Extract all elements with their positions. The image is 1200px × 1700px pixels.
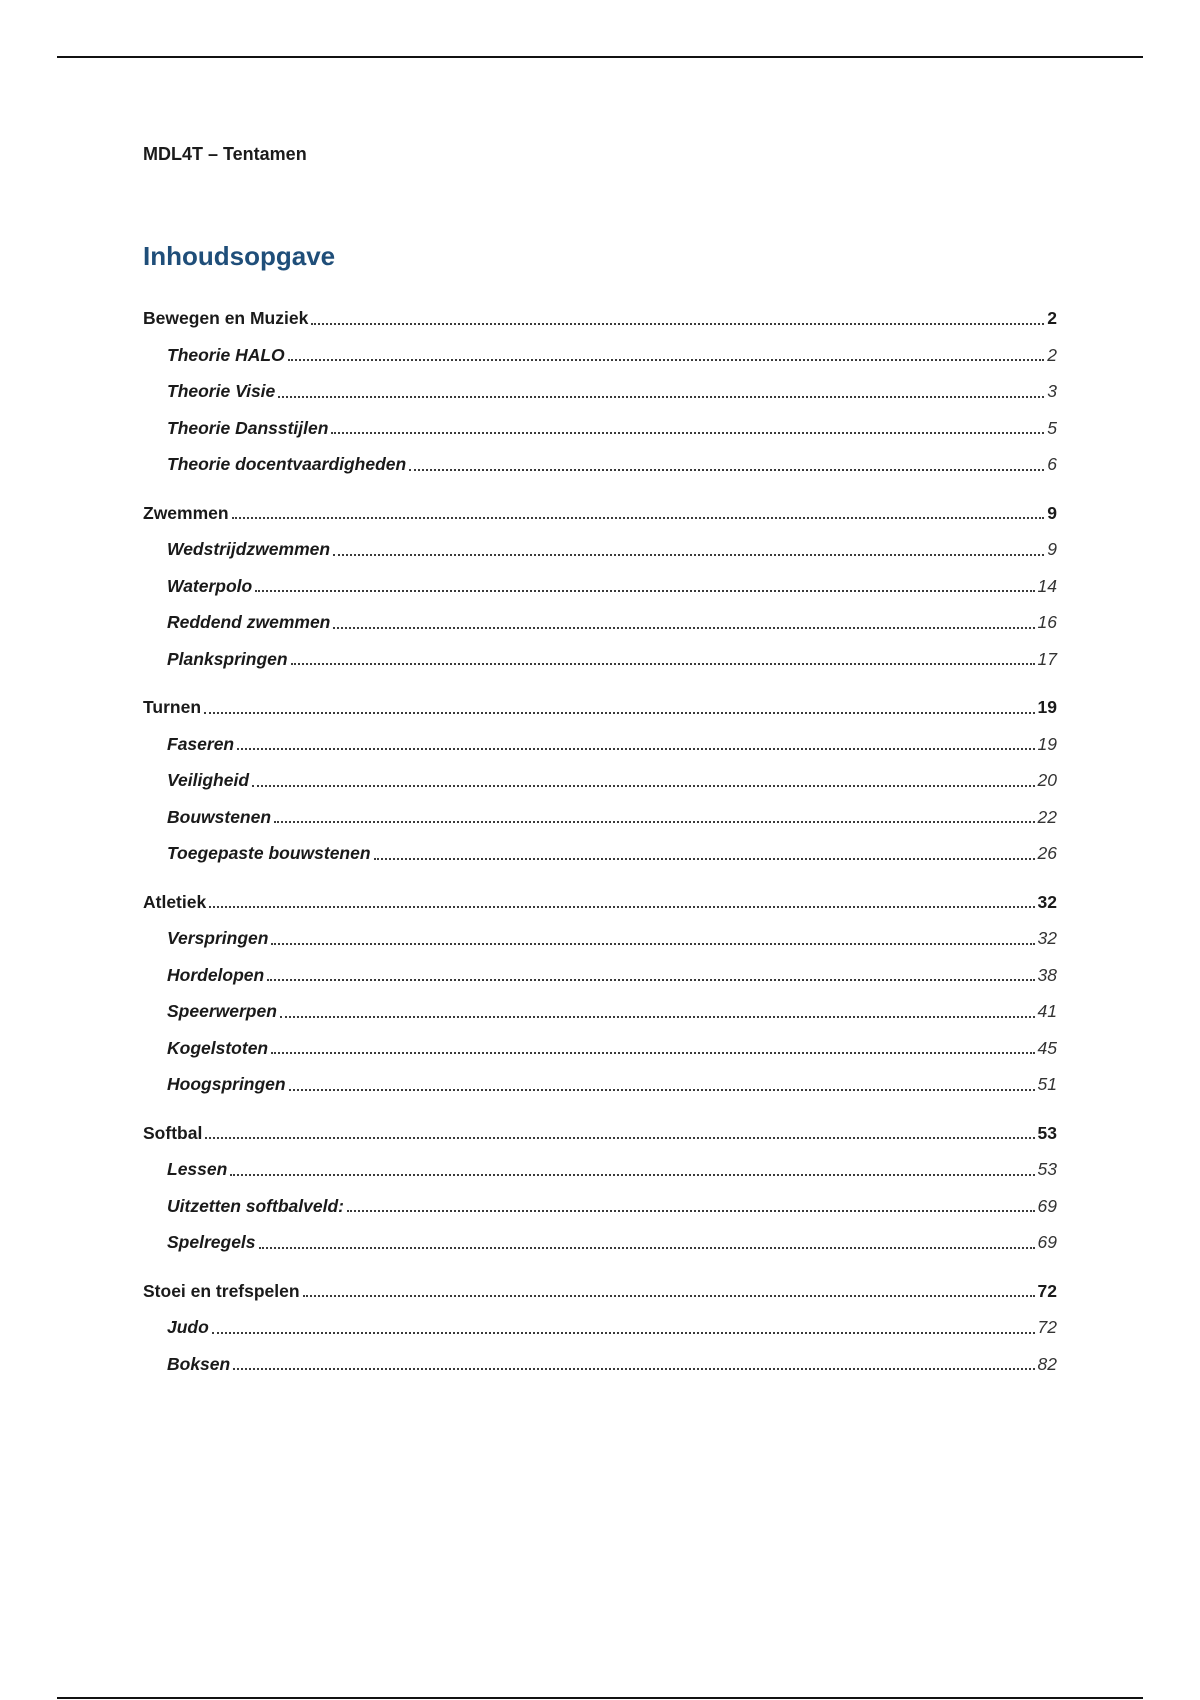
header-rule <box>57 56 1143 58</box>
toc-entry-subsection[interactable] <box>143 337 1057 374</box>
toc-entry-subsection[interactable] <box>143 920 1057 957</box>
toc-page-number: 82 <box>1037 1353 1057 1374</box>
toc-section <box>143 884 1057 1103</box>
toc-dot-leader <box>291 663 1035 665</box>
toc-entry-label: Veiligheid <box>167 770 250 790</box>
toc-entry-subsection[interactable] <box>143 1066 1057 1103</box>
toc-entry-label: Spelregels <box>167 1232 256 1252</box>
toc-entry-label: Kogelstoten <box>167 1037 269 1058</box>
toc-entry-label: Toegepaste bouwstenen <box>167 843 371 863</box>
toc-section <box>143 300 1057 483</box>
toc-entry-label: Judo <box>167 1317 209 1337</box>
toc-page-number: 53 <box>1037 1122 1057 1143</box>
toc-dot-leader <box>331 432 1044 434</box>
toc-entry-subsection[interactable] <box>143 1030 1057 1067</box>
toc-page-number: 2 <box>1047 344 1057 365</box>
toc-dot-leader <box>204 712 1035 714</box>
toc-entry-subsection[interactable] <box>143 799 1057 836</box>
toc-entry-chapter[interactable] <box>143 884 1057 921</box>
toc-dot-leader <box>303 1295 1035 1297</box>
toc-dot-leader <box>278 396 1044 398</box>
toc-section <box>143 1115 1057 1261</box>
toc-entry-label: Turnen <box>143 697 202 717</box>
toc-entry-label: Zwemmen <box>143 502 229 523</box>
toc-dot-leader <box>289 1089 1035 1091</box>
toc-page-number: 19 <box>1037 733 1057 754</box>
footer-rule <box>57 1697 1143 1699</box>
toc-page-number: 14 <box>1037 575 1057 596</box>
toc-entry-label: Theorie Visie <box>167 381 276 401</box>
toc-entry-chapter[interactable] <box>143 689 1057 726</box>
toc-dot-leader <box>232 517 1045 519</box>
toc-dot-leader <box>252 785 1035 787</box>
toc-page-number: 19 <box>1037 697 1057 717</box>
toc-page-number: 45 <box>1037 1037 1057 1058</box>
toc-page-number: 22 <box>1037 806 1057 827</box>
toc-entry-label: Bouwstenen <box>167 806 272 827</box>
toc-entry-label: Stoei en trefspelen <box>143 1280 300 1301</box>
toc-entry-label: Plankspringen <box>167 648 288 669</box>
toc-dot-leader <box>271 943 1034 945</box>
toc-entry-subsection[interactable] <box>143 762 1057 799</box>
toc-entry-subsection[interactable] <box>143 1346 1057 1383</box>
toc-dot-leader <box>409 469 1044 471</box>
toc-section <box>143 495 1057 678</box>
toc-entry-chapter[interactable] <box>143 495 1057 532</box>
toc-dot-leader <box>259 1247 1035 1249</box>
document-title: MDL4T – Tentamen <box>143 144 307 164</box>
toc-entry-label: Lessen <box>167 1159 228 1179</box>
toc-entry-label: Softbal <box>143 1122 203 1143</box>
toc-dot-leader <box>333 554 1044 556</box>
toc-entry-subsection[interactable] <box>143 446 1057 483</box>
toc-dot-leader <box>274 821 1034 823</box>
toc-entry-chapter[interactable] <box>143 1273 1057 1310</box>
toc-entry-label: Hoogspringen <box>167 1074 286 1094</box>
toc-page-number: 3 <box>1047 381 1057 401</box>
toc-section <box>143 689 1057 872</box>
toc-entry-subsection[interactable] <box>143 1151 1057 1188</box>
toc-entry-subsection[interactable] <box>143 641 1057 678</box>
toc-entry-subsection[interactable] <box>143 726 1057 763</box>
toc-page-number: 72 <box>1037 1280 1057 1301</box>
toc-entry-label: Hordelopen <box>167 964 265 985</box>
toc-dot-leader <box>347 1210 1035 1212</box>
toc-entry-chapter[interactable] <box>143 300 1057 337</box>
toc-dot-leader <box>374 858 1035 860</box>
toc-entry-subsection[interactable] <box>143 531 1057 568</box>
toc-entry-subsection[interactable] <box>143 993 1057 1030</box>
toc-page-number: 32 <box>1037 928 1057 948</box>
toc-entry-label: Theorie docentvaardigheden <box>167 454 407 474</box>
toc-page-number: 69 <box>1037 1195 1057 1216</box>
toc-entry-subsection[interactable] <box>143 604 1057 641</box>
toc-dot-leader <box>237 748 1034 750</box>
toc-entry-label: Uitzetten softbalveld: <box>167 1195 344 1216</box>
toc-dot-leader <box>288 359 1045 361</box>
toc-entry-subsection[interactable] <box>143 835 1057 872</box>
toc-entry-subsection[interactable] <box>143 957 1057 994</box>
toc-heading: Inhoudsopgave <box>143 241 336 271</box>
toc-page-number: 9 <box>1047 539 1057 559</box>
toc-page-number: 17 <box>1037 648 1057 669</box>
toc-entry-subsection[interactable] <box>143 373 1057 410</box>
toc-entry-subsection[interactable] <box>143 568 1057 605</box>
toc-page-number: 69 <box>1037 1232 1057 1252</box>
toc-entry-subsection[interactable] <box>143 1309 1057 1346</box>
toc-entry-label: Speerwerpen <box>167 1001 277 1021</box>
toc-page-number: 72 <box>1037 1317 1057 1337</box>
table-of-contents <box>143 300 1057 1394</box>
toc-entry-label: Atletiek <box>143 891 207 912</box>
toc-dot-leader <box>212 1332 1035 1334</box>
toc-entry-label: Waterpolo <box>167 575 253 596</box>
toc-entry-subsection[interactable] <box>143 1224 1057 1261</box>
toc-section <box>143 1273 1057 1383</box>
toc-dot-leader <box>333 627 1034 629</box>
toc-entry-subsection[interactable] <box>143 410 1057 447</box>
toc-page-number: 53 <box>1037 1159 1057 1179</box>
toc-entry-subsection[interactable] <box>143 1188 1057 1225</box>
toc-page-number: 51 <box>1037 1074 1057 1094</box>
toc-page-number: 9 <box>1047 502 1057 523</box>
toc-dot-leader <box>255 590 1034 592</box>
toc-page-number: 41 <box>1037 1001 1057 1021</box>
toc-page-number: 5 <box>1047 417 1057 438</box>
toc-dot-leader <box>267 979 1034 981</box>
toc-entry-label: Theorie HALO <box>167 344 285 365</box>
toc-page-number: 32 <box>1037 891 1057 912</box>
toc-dot-leader <box>209 906 1034 908</box>
toc-dot-leader <box>233 1368 1034 1370</box>
toc-entry-label: Faseren <box>167 733 235 754</box>
toc-entry-label: Reddend zwemmen <box>167 612 331 632</box>
toc-page-number: 2 <box>1047 308 1057 328</box>
toc-page-number: 6 <box>1047 454 1057 474</box>
toc-entry-label: Bewegen en Muziek <box>143 308 309 328</box>
toc-entry-label: Theorie Dansstijlen <box>167 417 329 438</box>
toc-entry-label: Verspringen <box>167 928 269 948</box>
toc-entry-chapter[interactable] <box>143 1115 1057 1152</box>
toc-page-number: 26 <box>1037 843 1057 863</box>
toc-page-number: 20 <box>1037 770 1057 790</box>
toc-page-number: 16 <box>1037 612 1057 632</box>
toc-dot-leader <box>271 1052 1034 1054</box>
toc-dot-leader <box>230 1174 1034 1176</box>
toc-dot-leader <box>205 1137 1034 1139</box>
toc-dot-leader <box>280 1016 1035 1018</box>
toc-entry-label: Boksen <box>167 1353 231 1374</box>
toc-entry-label: Wedstrijdzwemmen <box>167 539 331 559</box>
toc-dot-leader <box>311 323 1044 325</box>
toc-page-number: 38 <box>1037 964 1057 985</box>
